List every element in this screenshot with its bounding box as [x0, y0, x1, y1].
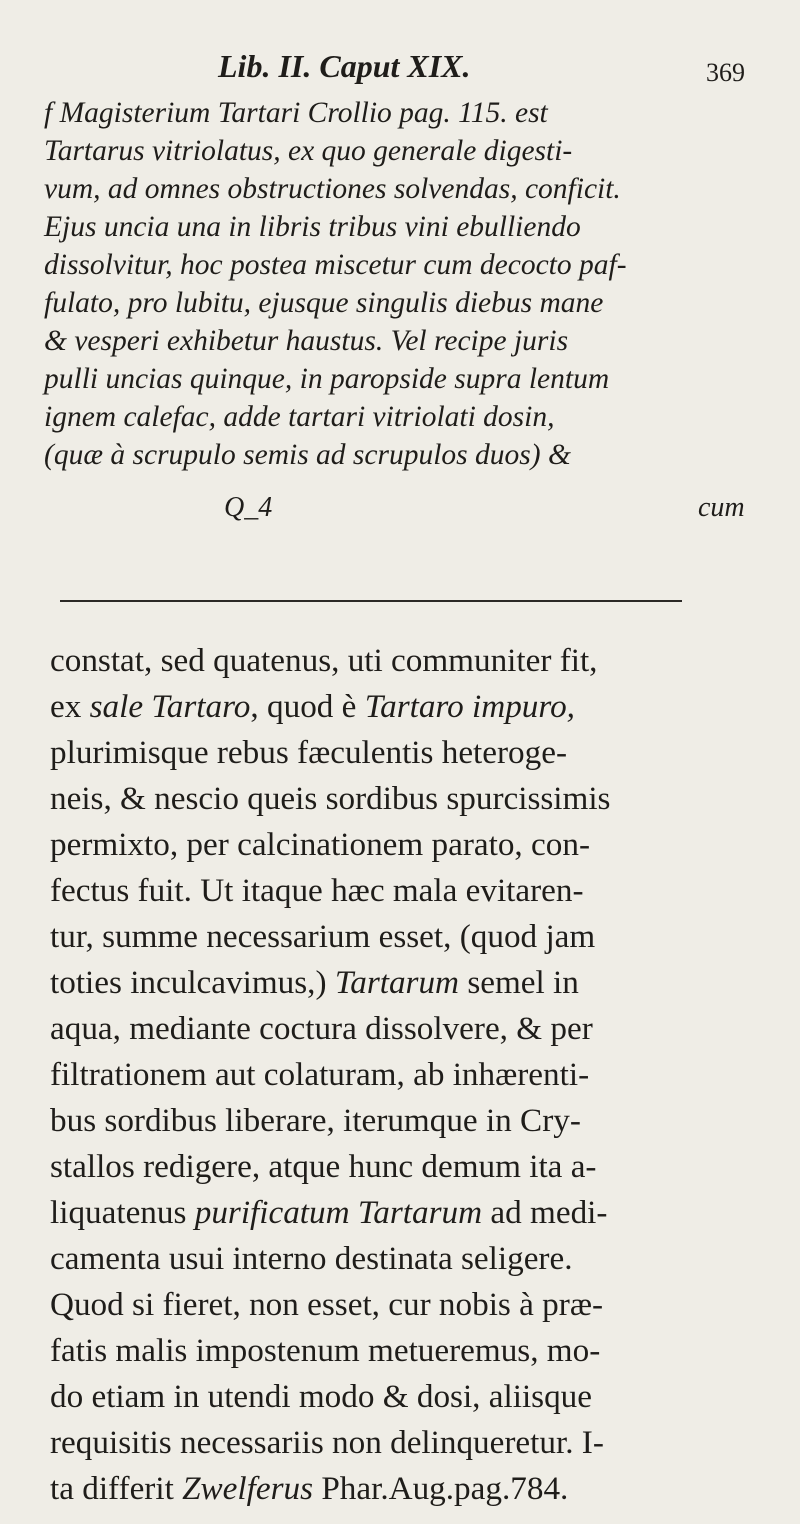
italic-run: Tartarum [334, 964, 460, 1001]
text-line [50, 822, 776, 868]
text-line [50, 684, 776, 730]
footnote-line: (quæ à scrupulo semis ad scrupulos duos) & [44, 439, 571, 471]
text-run: ad medi- [482, 1194, 608, 1231]
text-run: semel in [459, 964, 579, 1001]
signature-line [0, 492, 800, 532]
text-run: bus sordibus liberare, iterumque in Cry- [50, 1102, 581, 1139]
text-line [50, 960, 776, 1006]
text-line [50, 868, 776, 914]
text-run: , quod è [250, 688, 365, 725]
text-line [50, 638, 776, 684]
footnote-line: fulato, pro lubitu, ejusque singulis diebus mane [44, 287, 604, 319]
footnote-block [44, 94, 760, 474]
text-line [50, 1420, 776, 1466]
italic-run: sale Tartaro [89, 688, 251, 725]
text-line [50, 1144, 776, 1190]
text-line [50, 1282, 776, 1328]
signature-mark: Q_4 [224, 492, 273, 523]
chapter-title: Lib. II. Caput XIX. [218, 48, 471, 84]
main-text-block [50, 638, 776, 1512]
text-run: aqua, mediante coctura dissolvere, & per [50, 1010, 593, 1047]
footnote-line: & vesperi exhibetur haustus. Vel recipe juris [44, 325, 569, 357]
italic-run: Tartaro impuro, [364, 688, 575, 725]
text-line [50, 1006, 776, 1052]
text-run: neis, & nescio queis sordibus spurcissimis [50, 780, 611, 817]
footnote-line: f Magisterium Tartari Crollio pag. 115. est [44, 97, 548, 129]
footnote-line: Ejus uncia una in libris tribus vini ebulliendo [44, 211, 581, 243]
text-run: Phar.Aug.pag.784. [313, 1470, 569, 1507]
text-run: fectus fuit. Ut itaque hæc mala evitaren- [50, 872, 584, 909]
text-run: fatis malis impostenum metueremus, mo- [50, 1332, 601, 1369]
text-line [50, 730, 776, 776]
text-run: ex [50, 688, 90, 725]
footnote-line: dissolvitur, hoc postea miscetur cum decocto paf- [44, 249, 627, 281]
text-line [50, 914, 776, 960]
text-line [50, 1236, 776, 1282]
text-line [50, 1374, 776, 1420]
text-run: permixto, per calcinationem parato, con- [50, 826, 590, 863]
footnote-line: pulli uncias quinque, in paropside supra lentum [44, 363, 610, 395]
text-run: plurimisque rebus fæculentis heteroge- [50, 734, 568, 771]
text-run: ta differit [50, 1470, 183, 1507]
page-number: 369 [706, 58, 745, 87]
text-run: tur, summe necessarium esset, (quod jam [50, 918, 596, 955]
text-run: toties inculcavimus,) [50, 964, 335, 1001]
text-run: constat, sed quatenus, uti communiter fit, [50, 642, 598, 679]
text-run: liquatenus [50, 1194, 195, 1231]
text-run: camenta usui interno destinata seligere. [50, 1240, 573, 1277]
italic-run: Zwelferus [182, 1470, 314, 1507]
text-line [50, 776, 776, 822]
text-run: Quod si fieret, non esset, cur nobis à præ- [50, 1286, 604, 1323]
text-run: stallos redigere, atque hunc demum ita a- [50, 1148, 597, 1185]
page-divider [60, 600, 682, 602]
text-line [50, 1190, 776, 1236]
text-run: do etiam in utendi modo & dosi, aliisque [50, 1378, 593, 1415]
catchword: cum [698, 492, 745, 523]
running-header [0, 48, 800, 94]
footnote-line: ignem calefac, adde tartari vitriolati dosin, [44, 401, 555, 433]
text-run: filtrationem aut colaturam, ab inhærenti- [50, 1056, 590, 1093]
text-line [50, 1098, 776, 1144]
italic-run: purificatum Tartarum [194, 1194, 483, 1231]
footnote-line: Tartarus vitriolatus, ex quo generale digesti- [44, 135, 573, 167]
text-line [50, 1466, 776, 1512]
footnote-line: vum, ad omnes obstructiones solvendas, conficit. [44, 173, 621, 205]
text-line [50, 1052, 776, 1098]
text-run: requisitis necessariis non delinqueretur. I- [50, 1424, 604, 1461]
text-line [50, 1328, 776, 1374]
